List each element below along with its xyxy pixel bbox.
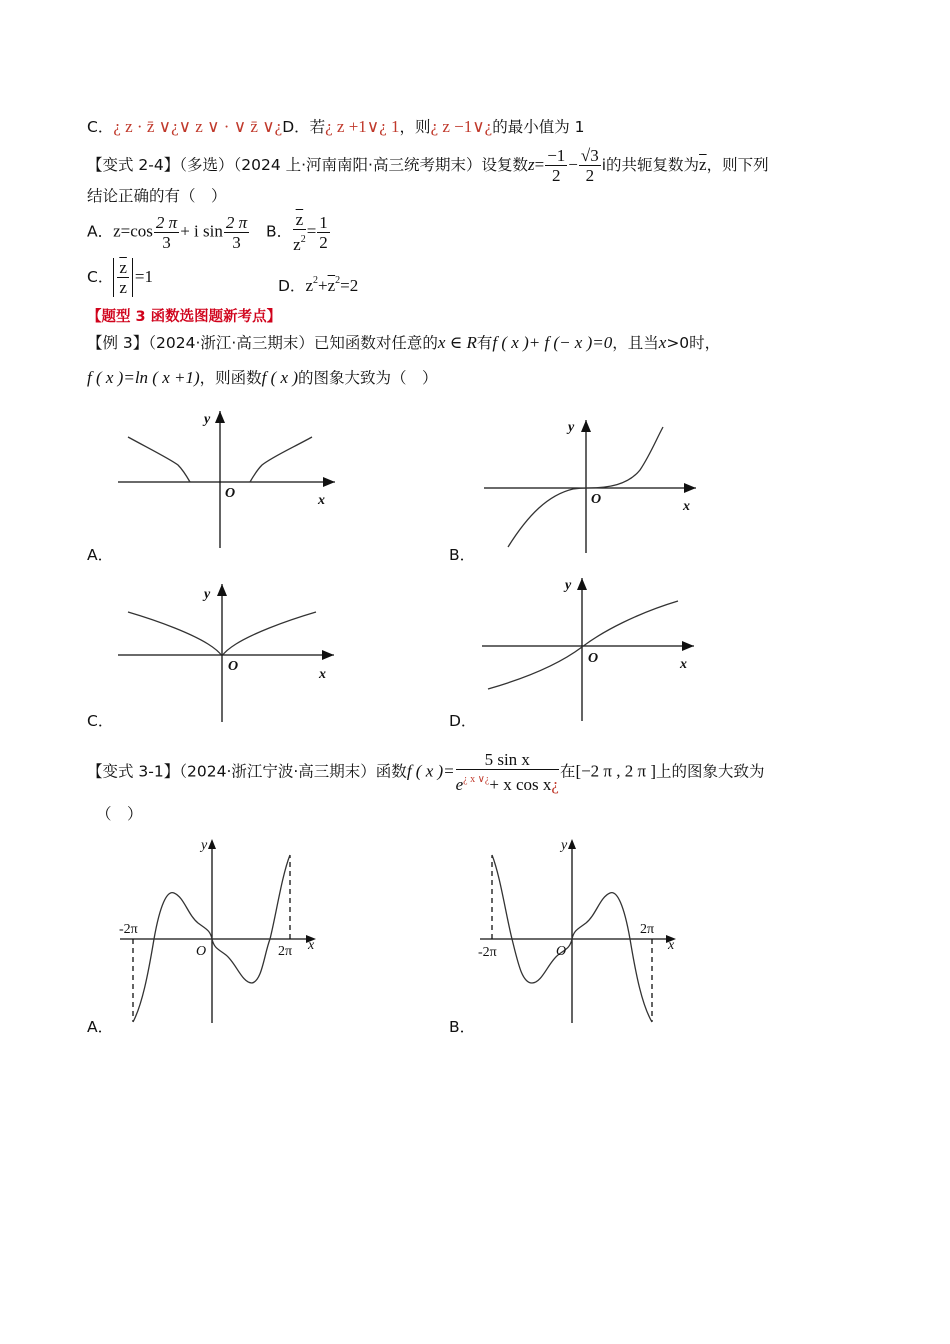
example-3-text3: ，且当	[612, 334, 659, 352]
plus-sign: +	[317, 276, 328, 295]
equals-sign: =	[534, 155, 545, 174]
fraction-numerator: 5 sin x	[456, 750, 559, 770]
example-3-definition: f ( x )=ln ( x +1)	[87, 368, 200, 387]
option-b-rhs-fraction	[317, 213, 330, 252]
option-c-fraction	[117, 258, 129, 297]
neg-2pi-label: -2π	[478, 945, 497, 960]
z-conjugate: $\overline{z}$	[327, 276, 336, 295]
fraction-numerator: $\overline{z}$	[119, 258, 127, 277]
variant-3-1-text3: 上的图象大致为	[656, 762, 765, 781]
option-a-fraction-1	[154, 213, 179, 252]
pos-2pi-label: 2π	[278, 944, 293, 959]
origin-label: O	[228, 659, 239, 674]
variant-3-1-text2: 在	[559, 762, 576, 781]
graph-example3-b	[478, 415, 708, 555]
z-conjugate: $\overline{z}$	[699, 155, 707, 174]
variant-3-1-stem-line2: （ ）	[96, 805, 143, 823]
graph-variant31-a	[112, 835, 327, 1030]
graph2-a-label: A．	[87, 1018, 114, 1036]
x-axis-label: x	[683, 499, 690, 514]
fraction-denominator: z	[119, 278, 127, 297]
option-b-fraction	[293, 210, 306, 254]
section-heading: 【题型 3 函数选图题新考点】	[87, 309, 282, 325]
pos-2pi-label: 2π	[640, 922, 655, 937]
option-d-rhs: =2	[340, 276, 359, 295]
fraction-numerator: √3	[580, 146, 599, 165]
example-3-x: x	[658, 333, 667, 352]
y-axis-label: y	[565, 578, 572, 593]
graph2-b-label: B．	[449, 1018, 476, 1036]
variant-2-4-z: z	[527, 155, 535, 174]
x-axis-arrow-icon	[323, 477, 335, 487]
variant-3-1-f: f ( x )=	[406, 761, 455, 781]
example-3-stem	[87, 332, 720, 354]
fraction-minus-half	[545, 146, 567, 185]
variant-3-1-stem	[87, 750, 765, 794]
variant-2-4-stem-line2: 结论正确的有（ ）	[87, 187, 227, 205]
neg-2pi-label: -2π	[119, 922, 138, 937]
y-axis-label: y	[204, 587, 211, 602]
option-c-abs	[113, 258, 133, 297]
option-d-label: D．若	[282, 118, 326, 136]
variant-2-4-option-c	[87, 258, 153, 297]
x-axis-label: x	[680, 657, 687, 672]
example-3-condition: x ∈ R	[437, 333, 477, 352]
graph-example3-d	[478, 573, 708, 723]
variant-3-1-fraction	[456, 750, 559, 794]
example-3-text4: >0时，	[666, 334, 721, 352]
exponent: 2	[335, 275, 341, 286]
origin-label: O	[225, 486, 236, 501]
fraction-denominator: z	[293, 235, 301, 254]
origin-label: O	[588, 651, 599, 666]
option-a-lhs: z=cos	[113, 221, 153, 241]
curve	[488, 601, 678, 689]
fraction-denominator: 3	[232, 232, 241, 252]
origin-label: O	[196, 944, 207, 959]
fraction-numerator: $\overline{z}$	[293, 210, 306, 230]
option-d2-label: D．	[278, 277, 306, 295]
option-b-label: B．	[266, 222, 293, 241]
option-c-label: C．	[87, 118, 114, 136]
option-d-condition: ¿ z +1∨¿ 1	[325, 117, 400, 136]
fraction-denominator: 2	[585, 166, 595, 185]
variant-2-4-meta: （多选）（2024 上·河南南阳·高三统考期末）设复数	[179, 156, 528, 174]
x-axis-label: x	[318, 493, 325, 508]
exponent: ¿ x ∨¿	[463, 774, 490, 785]
variant-2-4-after: i的共轭复数为	[601, 156, 700, 174]
fraction-numerator: −1	[547, 146, 566, 165]
equals-sign: =	[306, 221, 317, 241]
example-3-line2-tail: 的图象大致为（ ）	[297, 369, 438, 387]
option-c2-label: C．	[87, 268, 114, 286]
exponent: 2	[300, 234, 306, 245]
graph-d-label: D．	[449, 712, 477, 730]
x-axis-label: x	[668, 938, 675, 953]
fraction-denominator: 3	[162, 232, 171, 252]
curve-right	[250, 437, 312, 482]
option-c-rhs: =1	[134, 267, 153, 286]
variant-3-1-interval: [−2 π , 2 π ]	[575, 761, 657, 781]
prev-problem-options	[87, 116, 585, 138]
graph-a-label: A．	[87, 546, 114, 564]
y-axis-label: y	[568, 420, 575, 435]
option-d-target: ¿ z −1∨¿	[430, 117, 493, 136]
variant-2-4-tag: 【变式 2-4】	[87, 156, 180, 174]
fraction-numerator: 1	[319, 212, 328, 232]
fraction-numerator: 2 π	[225, 212, 248, 232]
example-3-stem-line2	[87, 367, 438, 389]
example-3-text1: （2024·浙江·高三期末）已知函数对任意的	[148, 334, 438, 352]
origin-label: O	[556, 944, 567, 959]
curve-left	[128, 437, 190, 482]
y-axis-label: y	[561, 838, 568, 853]
x-axis-arrow-icon	[322, 650, 334, 660]
minus-sign: −	[568, 155, 578, 174]
example-3-f: f ( x )	[261, 368, 298, 387]
origin-label: O	[591, 492, 602, 507]
variant-2-4-stem	[87, 146, 769, 185]
y-axis-arrow-icon	[568, 839, 576, 849]
option-a-fraction-2	[224, 213, 249, 252]
variant-2-4-option-d	[278, 270, 358, 297]
graph-b-label: B．	[449, 546, 476, 564]
x-axis-label: x	[308, 938, 315, 953]
y-axis-label: y	[204, 412, 211, 427]
graph-c-label: C．	[87, 712, 114, 730]
graph-example3-c	[112, 578, 342, 723]
y-axis-arrow-icon	[208, 839, 216, 849]
y-axis-arrow-icon	[217, 584, 227, 596]
y-axis-arrow-icon	[215, 411, 225, 423]
z-var: z	[305, 276, 313, 295]
fraction-denominator: 2	[319, 232, 328, 252]
example-3-odd-equation: f ( x )+ f (− x )=0	[492, 333, 613, 352]
option-d-tail: 的最小值为 1	[492, 118, 585, 136]
garbled-char: ¿	[551, 775, 559, 794]
option-a-mid: + i sin	[180, 221, 223, 241]
y-axis-label: y	[201, 838, 208, 853]
x-axis-label: x	[319, 667, 326, 682]
example-3-line2-text: ，则函数	[199, 369, 262, 387]
variant-2-4-tail: ，则下列	[706, 156, 769, 174]
e-base: e	[455, 775, 464, 794]
y-axis-arrow-icon	[581, 420, 591, 432]
variant-3-1-text1: （2024·浙江宁波·高三期末）函数	[179, 762, 407, 781]
x-axis-arrow-icon	[682, 641, 694, 651]
fraction-denominator: 2	[552, 166, 561, 185]
fraction-numerator: 2 π	[155, 212, 178, 232]
y-axis-arrow-icon	[577, 578, 587, 590]
option-c-expression: ¿ z · z̄ ∨¿∨ z ∨ · ∨ z̄ ∨¿	[113, 117, 283, 136]
example-3-tag: 【例 3】	[87, 334, 149, 352]
denominator-rest: + x cos x	[489, 775, 552, 794]
option-d-connector: ，则	[399, 118, 431, 136]
option-a-label: A．	[87, 222, 114, 241]
graph-example3-a	[110, 405, 340, 550]
fraction-sqrt3-half	[579, 146, 601, 185]
graph-variant31-b	[474, 835, 689, 1030]
example-3-text2: 有	[476, 334, 493, 352]
exponent: 2	[312, 275, 318, 286]
variant-3-1-tag: 【变式 3-1】	[87, 762, 180, 781]
x-axis-arrow-icon	[684, 483, 696, 493]
variant-2-4-options-ab	[87, 210, 331, 254]
